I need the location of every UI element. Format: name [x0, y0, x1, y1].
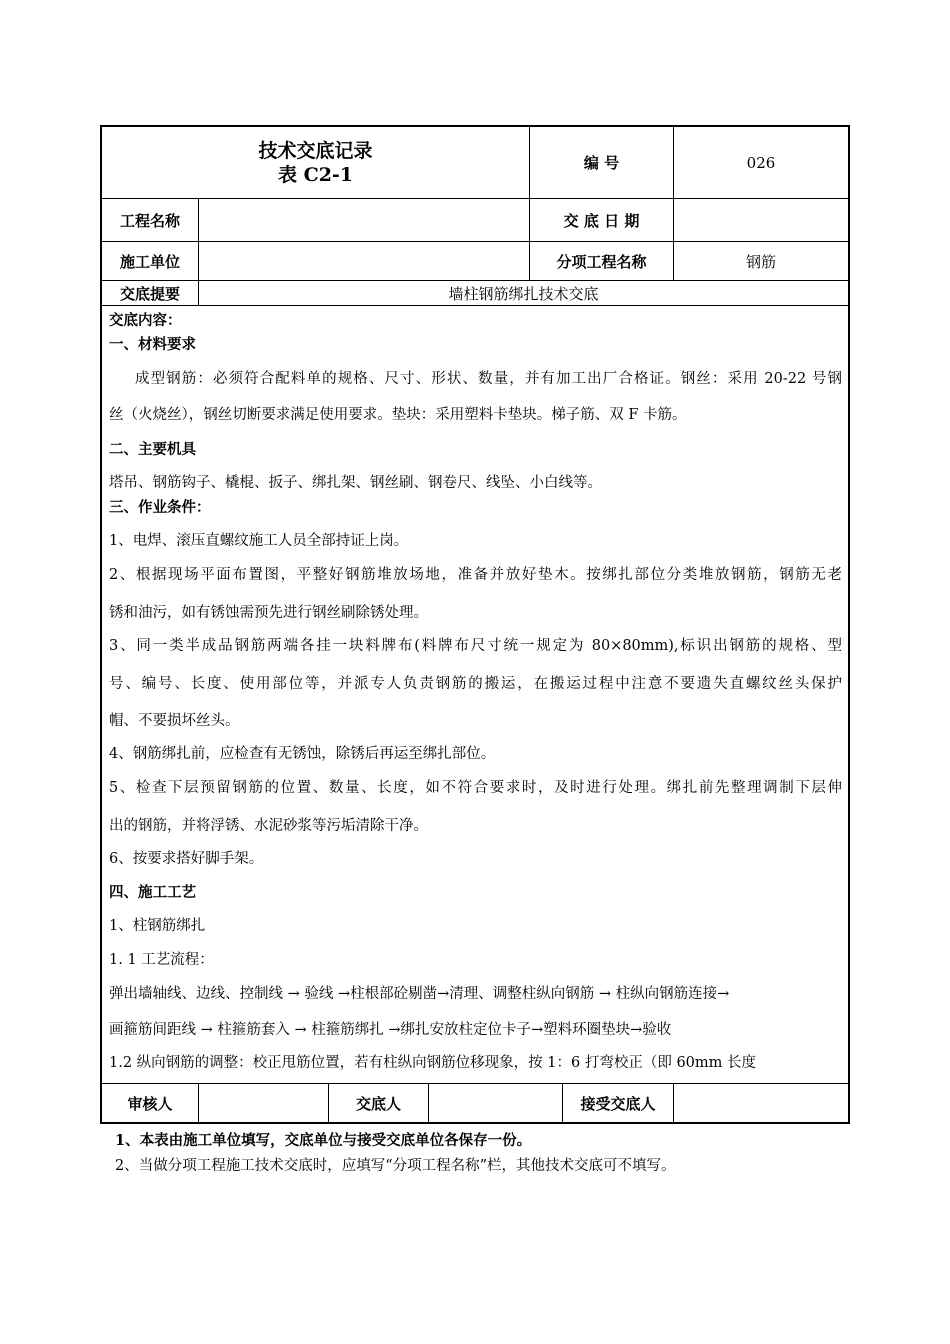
- project-name-label: 工程名称: [119, 211, 180, 230]
- content-line: 3、同一类半成品钢筋两端各挂一块料牌布(料牌布尺寸统一规定为 80×80mm),标识出钢筋的规格、型: [109, 638, 842, 654]
- content-line: 号、编号、长度、使用部位等，并派专人负责钢筋的搬运，在搬运过程中注意不要遗失直螺纹丝头保护: [109, 676, 842, 692]
- content-line: 2、根据现场平面布置图，平整好钢筋堆放场地，准备并放好垫木。按绑扎部位分类堆放钢筋，钢筋无老: [109, 567, 842, 583]
- date-value[interactable]: [674, 199, 848, 241]
- content-line: 1、柱钢筋绑扎: [109, 918, 206, 934]
- section-heading: 二、主要机具: [109, 441, 196, 458]
- construction-unit-value[interactable]: [199, 242, 529, 280]
- date-label: 交 底 日 期: [563, 211, 640, 230]
- content-line: 5、检查下层预留钢筋的位置、数量、长度，如不符合要求时，及时进行处理。绑扎前先整理调制下层伸: [109, 780, 842, 796]
- content-line: 成型钢筋：必须符合配料单的规格、尺寸、形状、数量，并有加工出厂合格证。钢丝：采用 20-22 号钢: [135, 371, 842, 387]
- reviewer-value[interactable]: [199, 1084, 328, 1122]
- number-value: 026: [746, 153, 776, 172]
- receiver-value[interactable]: [674, 1084, 848, 1122]
- content-line: 出的钢筋，并将浮锈、水泥砂浆等污垢清除干净。: [109, 818, 428, 834]
- row-divider: [101, 305, 849, 306]
- section-heading: 三、作业条件：: [109, 499, 211, 516]
- content-line: 丝（火烧丝），钢丝切断要求满足使用要求。垫块：采用塑料卡垫块。梯子筋、双 F 卡筋。: [109, 407, 687, 423]
- content-heading: 交底内容：: [109, 312, 182, 329]
- form-title: [102, 127, 529, 198]
- project-name-value[interactable]: [199, 199, 529, 241]
- content-line: 画箍筋间距线 → 柱箍筋套入 → 柱箍筋绑扎 →绑扎安放柱定位卡子→塑料环圈垫块→验收: [109, 1022, 672, 1038]
- construction-unit-label: 施工单位: [119, 252, 180, 271]
- sub-project-label: 分项工程名称: [556, 252, 647, 271]
- content-line: 弹出墙轴线、边线、控制线 → 验线 →柱根部砼剔凿→清理、调整柱纵向钢筋 → 柱纵向钢筋连接→: [109, 986, 730, 1002]
- content-line: 塔吊、钢筋钩子、橇棍、扳子、绑扎架、钢丝刷、钢卷尺、线坠、小白线等。: [109, 475, 602, 491]
- section-heading: 一、材料要求: [109, 336, 196, 353]
- number-label: 编 号: [583, 154, 620, 172]
- summary-label: 交底提要: [119, 284, 180, 303]
- receiver-label: 接受交底人: [580, 1094, 656, 1113]
- footnote: 2、当做分项工程施工技术交底时，应填写“分项工程名称”栏，其他技术交底可不填写。: [115, 1158, 676, 1174]
- form-title-line1: 技术交底记录: [258, 139, 373, 162]
- footnote: 1、本表由施工单位填写，交底单位与接受交底单位各保存一份。: [115, 1132, 532, 1149]
- discloser-value[interactable]: [429, 1084, 562, 1122]
- content-line: 帽、不要损坏丝头。: [109, 713, 240, 729]
- reviewer-label: 审核人: [127, 1094, 173, 1113]
- form-title-line2: 表 C2-1: [277, 163, 354, 186]
- discloser-label: 交底人: [355, 1094, 401, 1113]
- section-heading: 四、施工工艺: [109, 884, 196, 901]
- content-line: 1.2 纵向钢筋的调整：校正甩筋位置，若有柱纵向钢筋位移现象，按 1：6 打弯校正（即 60mm 长度: [109, 1055, 757, 1071]
- content-line: 6、按要求搭好脚手架。: [109, 851, 264, 867]
- content-line: 锈和油污，如有锈蚀需预先进行钢丝刷除锈处理。: [109, 605, 428, 621]
- summary-value: 墙柱钢筋绑扎技术交底: [448, 284, 599, 303]
- sub-project-value: 钢筋: [745, 252, 776, 271]
- content-line: 1. 1 工艺流程：: [109, 952, 214, 968]
- content-line: 4、钢筋绑扎前，应检查有无锈蚀，除锈后再运至绑扎部位。: [109, 746, 496, 762]
- content-line: 1、电焊、滚压直螺纹施工人员全部持证上岗。: [109, 533, 409, 549]
